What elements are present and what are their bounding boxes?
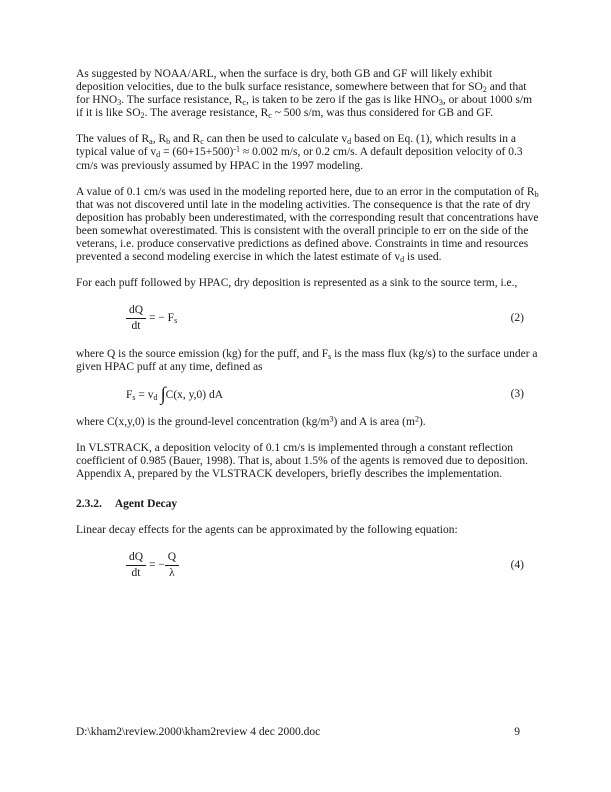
fraction-denominator: dt [131,320,141,333]
equation-4-number: (4) [510,559,524,572]
equation-2-number: (2) [510,312,524,325]
velocity-subscript: d [153,392,158,402]
equation-2-rhs-text: = − F [146,312,175,325]
equation-3-expression [126,383,224,405]
equals-minus: = − [146,559,165,572]
equals-sign: = [135,388,148,401]
equation-4-body [126,551,179,580]
page-footer [76,726,540,738]
fraction-denominator: λ [169,567,175,580]
fraction-denominator: dt [131,567,141,580]
equation-2-rhs [146,312,177,325]
equation-2 [76,304,540,333]
fraction-numerator: dQ [126,551,146,566]
equation-3-body [126,383,224,405]
paragraph-resistance-values: The values of $R_a$, $R_b$ and $R_c$ can then be used to calculate $v_d$ based on Eq. (1), which results in a typical value of $v_d = (60+15+500)^{-1} \approx 0.002$ m/s, or 0.2 cm/s. A default deposition velocity of 0.3 cm/s was previously assumed by HPAC in the 1997 modeling. [76,133,523,172]
paragraph-puff-sink: For each puff followed by HPAC, dry deposition is represented as a sink to the source term, i.e., [76,277,518,290]
page-number: 9 [514,726,520,738]
equation-2-body [126,304,177,333]
fraction-dq-dt [126,304,146,333]
section-number: 2.3.2. [76,498,102,511]
paragraph-deposition-velocities: As suggested by NOAA/ARL, when the surface is dry, both GB and GF will likely exhibit deposition velocities, due to the bulk surface resistance, somewhere between that for $SO_2$ and that for $HNO_3$. The surface resistance, $R_c$, is taken to be zero if the gas is like $HNO_3$, or about 1000 s/m if it is like $SO_2$. The average resistance, $R_c$ ~ 500 s/m, was thus considered for GB and GF. [76,68,533,121]
paragraph-where-c: where C(x,y,0) is the ground-level concentration $(kg/m^3)$ and A is area $(m^2)$. [76,414,426,428]
equation-3-number: (3) [510,388,524,401]
equation-4 [76,551,540,580]
fraction-numerator: dQ [126,304,146,319]
paragraph-linear-decay: Linear decay effects for the agents can be approximated by the following equation: [76,524,458,537]
flux-symbol: F [126,388,133,401]
fraction-numerator: Q [165,551,179,566]
flux-subscript: s [132,392,136,402]
section-heading-agent-decay [76,498,540,511]
section-title: Agent Decay [114,498,178,511]
equation-2-rhs-subscript: s [174,316,178,326]
footer-file-path: D:\kham2\review.2000\kham2review 4 dec 2000.doc [76,726,321,738]
fraction-q-lambda [165,551,179,580]
integral-sign: ∫ [160,383,166,405]
velocity-symbol: v [147,388,154,401]
integrand-text: C(x, y,0) dA [165,388,224,401]
paragraph-where-q: where Q is the source emission (kg) for the puff, and $F_s$ is the mass flux (kg/s) to the surface under a given HPAC puff at any time, defined as [76,347,538,373]
equation-3 [76,383,540,405]
paragraph-vlstrack: In VLSTRACK, a deposition velocity of 0.1 cm/s is implemented through a constant reflection coefficient of 0.985 (Bauer, 1998). That is, about 1.5% of the agents is removed due to deposition. Appendix A, prepared by the VLSTRACK developers, briefly describes the implementation. [76,441,528,481]
page-content [76,68,540,595]
paragraph-modeling-error: A value of 0.1 cm/s was used in the modeling reported here, due to an error in the computation of $R_b$ that was not discovered until late in the modeling activities. The consequence is that the rate of dry deposition has probably been underestimated, with the corresponding result that concentrations have been somewhat overestimated. This is consistent with the overall principle to err on the side of the veterans, i.e. produce conservative predictions as defined above. Constraints in time and resources prevented a second modeling exercise in which the latest estimate of $v_d$ is used. [76,185,539,265]
fraction-dq-dt [126,551,146,580]
